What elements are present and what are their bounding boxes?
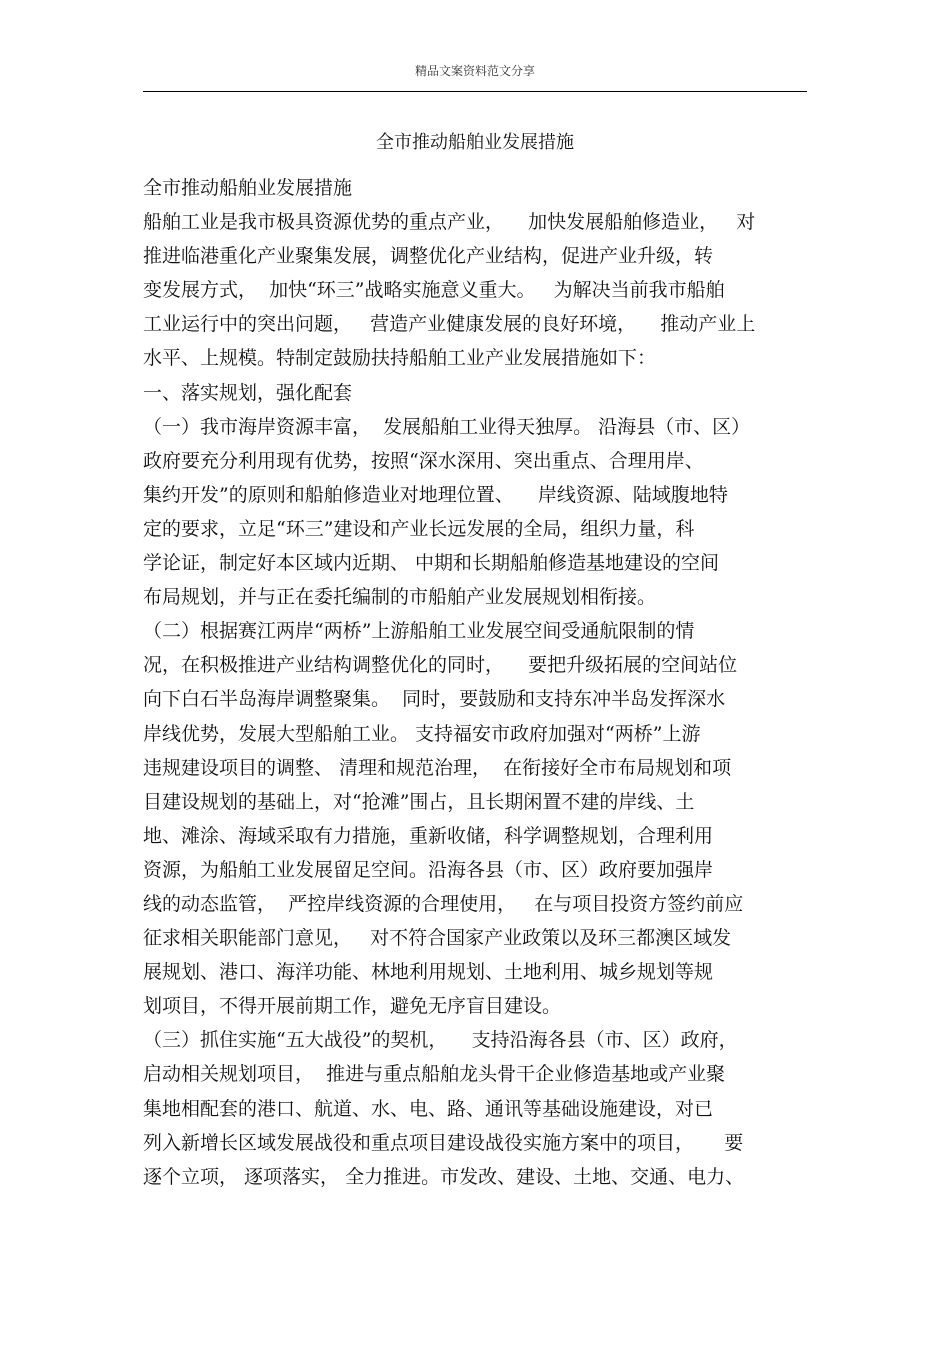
body-line: 政府要充分利用现有优势，按照“深水深用、突出重点、合理用岸、 [143,449,704,472]
body-line: （二）根据赛江两岸“两桥”上游船舶工业发展空间受通航限制的情 [143,620,695,643]
body-line: 地、滩涂、海域采取有力措施，重新收储，科学调整规划，合理利用 [143,824,714,847]
body-line: 向下白石半岛海岸调整聚集。 同时，要鼓励和支持东冲半岛发挥深水 [143,688,726,711]
body-line: 岸线优势，发展大型船舶工业。 支持福安市政府加强对“两桥”上游 [143,722,701,745]
body-line: 况，在积极推进产业结构调整优化的同时， 要把升级拓展的空间站位 [143,654,738,677]
body-line: 集约开发”的原则和船舶修造业对地理位置、 岸线资源、陆域腹地特 [143,483,728,506]
body-line: 目建设规划的基础上，对“抢滩”围占，且长期闲置不建的岸线、土 [143,790,695,813]
body-line: （一）我市海岸资源丰富， 发展船舶工业得天独厚。 沿海县（市、区） [143,415,751,438]
body-line: 水平、上规模。特制定鼓励扶持船舶工业产业发展措施如下： [143,347,657,370]
body-line: 启动相关规划项目， 推进与重点船舶龙头骨干企业修造基地或产业聚 [143,1063,726,1086]
document-title: 全市推动船舶业发展措施 [376,132,574,153]
body-line: （三）抓住实施“五大战役”的契机， 支持沿海各县（市、区）政府， [143,1029,738,1052]
body-line: 展规划、港口、海洋功能、林地利用规划、土地利用、城乡规划等规 [143,961,714,984]
body-line: 布局规划，并与正在委托编制的市船舶产业发展规划相衔接。 [143,586,657,609]
body-line: 列入新增长区域发展战役和重点项目建设战役实施方案中的项目， 要 [143,1131,744,1154]
body-line: 集地相配套的港口、航道、水、电、路、通讯等基础设施建设，对已 [143,1097,714,1120]
body-line: 船舶工业是我市极具资源优势的重点产业， 加快发展船舶修造业， 对 [143,211,756,234]
body-line: 逐个立项， 逐项落实， 全力推进。市发改、建设、土地、交通、电力、 [143,1165,745,1188]
page-header: 精品文案资料范文分享 [414,64,535,78]
body-line: 工业运行中的突出问题， 营造产业健康发展的良好环境， 推动产业上 [143,313,756,336]
document-body [143,171,815,1194]
body-line: 推进临港重化产业聚集发展，调整优化产业结构，促进产业升级，转 [143,245,714,268]
section-heading: 一、落实规划，强化配套 [143,381,353,404]
body-line: 全市推动船舶业发展措施 [143,177,353,199]
body-line: 学论证，制定好本区域内近期、 中期和长期船舶修造基地建设的空间 [143,552,720,575]
body-line: 变发展方式， 加快“环三”战略实施意义重大。 为解决当前我市船舶 [143,279,725,302]
body-line: 线的动态监管， 严控岸线资源的合理使用， 在与项目投资方签约前应 [143,892,744,915]
body-line: 违规建设项目的调整、 清理和规范治理， 在衔接好全市布局规划和项 [143,756,732,779]
body-line: 定的要求，立足“环三”建设和产业长远发展的全局，组织力量，科 [143,517,695,540]
body-line: 划项目，不得开展前期工作，避免无序盲目建设。 [143,995,562,1018]
body-line: 资源，为船舶工业发展留足空间。沿海各县（市、区）政府要加强岸 [143,858,714,881]
body-line: 征求相关职能部门意见， 对不符合国家产业政策以及环三都澳区域发 [143,927,732,950]
header-divider [143,91,807,92]
